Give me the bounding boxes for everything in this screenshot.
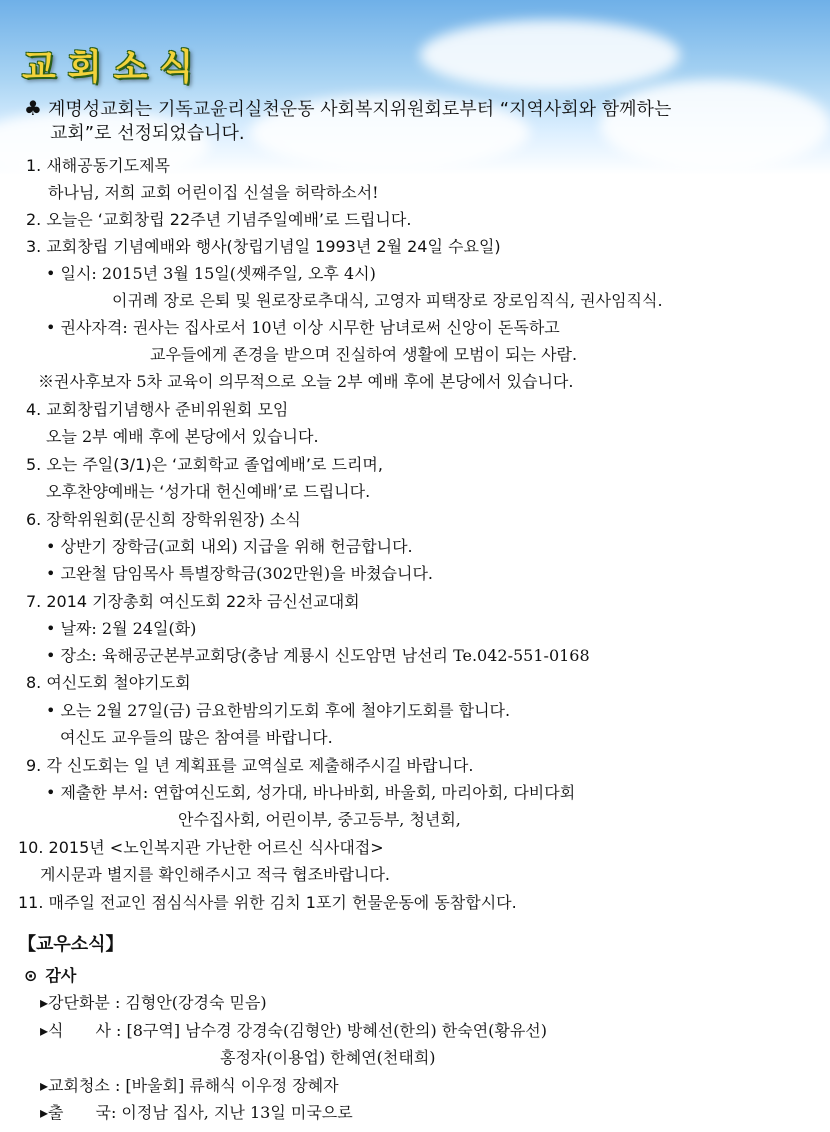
item-detail: 오후찬양예배는 ‘성가대 헌신예배’로 드립니다. [46, 482, 371, 501]
club-icon: ♣ [24, 96, 42, 120]
news-item: ▸강단화분 : 김형안(강경숙 믿음) [40, 993, 267, 1012]
item-bullet: • 권사자격: 권사는 집사로서 10년 이상 시무한 남녀로써 신앙이 돈독하고 [46, 318, 560, 337]
cloud [420, 20, 680, 90]
item-heading: 8. 여신도회 철야기도회 [26, 673, 191, 692]
intro-line-2: 교회”로 선정되었습니다. [50, 123, 245, 144]
item-detail: 오늘 2부 예배 후에 본당에서 있습니다. [46, 427, 319, 446]
item-detail: 안수집사회, 어린이부, 중고등부, 청년회, [178, 810, 461, 829]
item-bullet: • 오는 2월 27일(금) 금요한밤의기도회 후에 철야기도회를 합니다. [46, 701, 511, 720]
item-detail: 이귀례 장로 은퇴 및 원로장로추대식, 고영자 피택장로 장로임직식, 권사임직식. [112, 291, 663, 310]
item-bullet: • 장소: 육해공군본부교회당(충남 계룡시 신도암면 남선리 Te.042-551-0168 [46, 646, 590, 665]
item-heading: 6. 장학위원회(문신희 장학위원장) 소식 [26, 510, 301, 529]
item-bullet: • 제출한 부서: 연합여신도회, 성가대, 바나바회, 바울회, 마리아회, 다비다회 [46, 783, 576, 802]
news-item: ▸출 국: 이정남 집사, 지난 13일 미국으로 [40, 1103, 353, 1122]
news-item-detail: 홍정자(이용업) 한혜연(천태희) [220, 1048, 436, 1067]
item-detail: 하나님, 저희 교회 어린이집 신설을 허락하소서! [48, 183, 379, 202]
page-title: 교회소식 [22, 48, 206, 88]
news-header: 【교우소식】 [18, 934, 124, 955]
item-bullet: • 일시: 2015년 3월 15일(셋째주일, 오후 4시) [46, 264, 376, 283]
item-heading: 2. 오늘은 ‘교회창립 22주년 기념주일예배’로 드립니다. [26, 210, 412, 229]
circled-dot-icon: ⊙ [24, 966, 38, 985]
item-heading: 3. 교회창립 기념예배와 행사(창립기념일 1993년 2월 24일 수요일) [26, 237, 501, 256]
item-bullet: • 고완철 담임목사 특별장학금(302만원)을 바쳤습니다. [46, 564, 434, 583]
item-note: ※권사후보자 5차 교육이 의무적으로 오늘 2부 예배 후에 본당에서 있습니다. [38, 372, 574, 391]
item-heading: 4. 교회창립기념행사 준비위원회 모임 [26, 400, 289, 419]
item-detail: 게시문과 별지를 확인해주시고 적극 협조바랍니다. [40, 865, 391, 884]
item-detail: 교우들에게 존경을 받으며 진실하여 생활에 모범이 되는 사람. [150, 345, 578, 364]
thanks-heading: ⊙ 감사 [24, 966, 77, 985]
item-heading: 11. 매주일 전교인 점심식사를 위한 김치 1포기 헌물운동에 동참합시다. [18, 893, 517, 912]
item-detail: 여신도 교우들의 많은 참여를 바랍니다. [60, 728, 333, 747]
intro-line-1: ♣ 계명성교회는 기독교윤리실천운동 사회복지위원회로부터 “지역사회와 함께하는 [24, 96, 672, 120]
news-item: ▸교회청소 : [바울회] 류해식 이우정 장혜자 [40, 1076, 339, 1095]
item-bullet: • 날짜: 2월 24일(화) [46, 619, 197, 638]
item-heading: 1. 새해공동기도제목 [26, 156, 170, 175]
item-heading: 10. 2015년 <노인복지관 가난한 어르신 식사대접> [18, 838, 384, 857]
item-heading: 5. 오는 주일(3/1)은 ‘교회학교 졸업예배’로 드리며, [26, 455, 383, 474]
cloud [600, 80, 830, 170]
news-item: ▸식 사 : [8구역] 남수경 강경숙(김형안) 방혜선(한의) 한숙연(황유선) [40, 1021, 547, 1040]
item-heading: 7. 2014 기장총회 여신도회 22차 금신선교대회 [26, 592, 360, 611]
item-heading: 9. 각 신도회는 일 년 계획표를 교역실로 제출해주시길 바랍니다. [26, 756, 474, 775]
item-bullet: • 상반기 장학금(교회 내외) 지급을 위해 헌금합니다. [46, 537, 413, 556]
